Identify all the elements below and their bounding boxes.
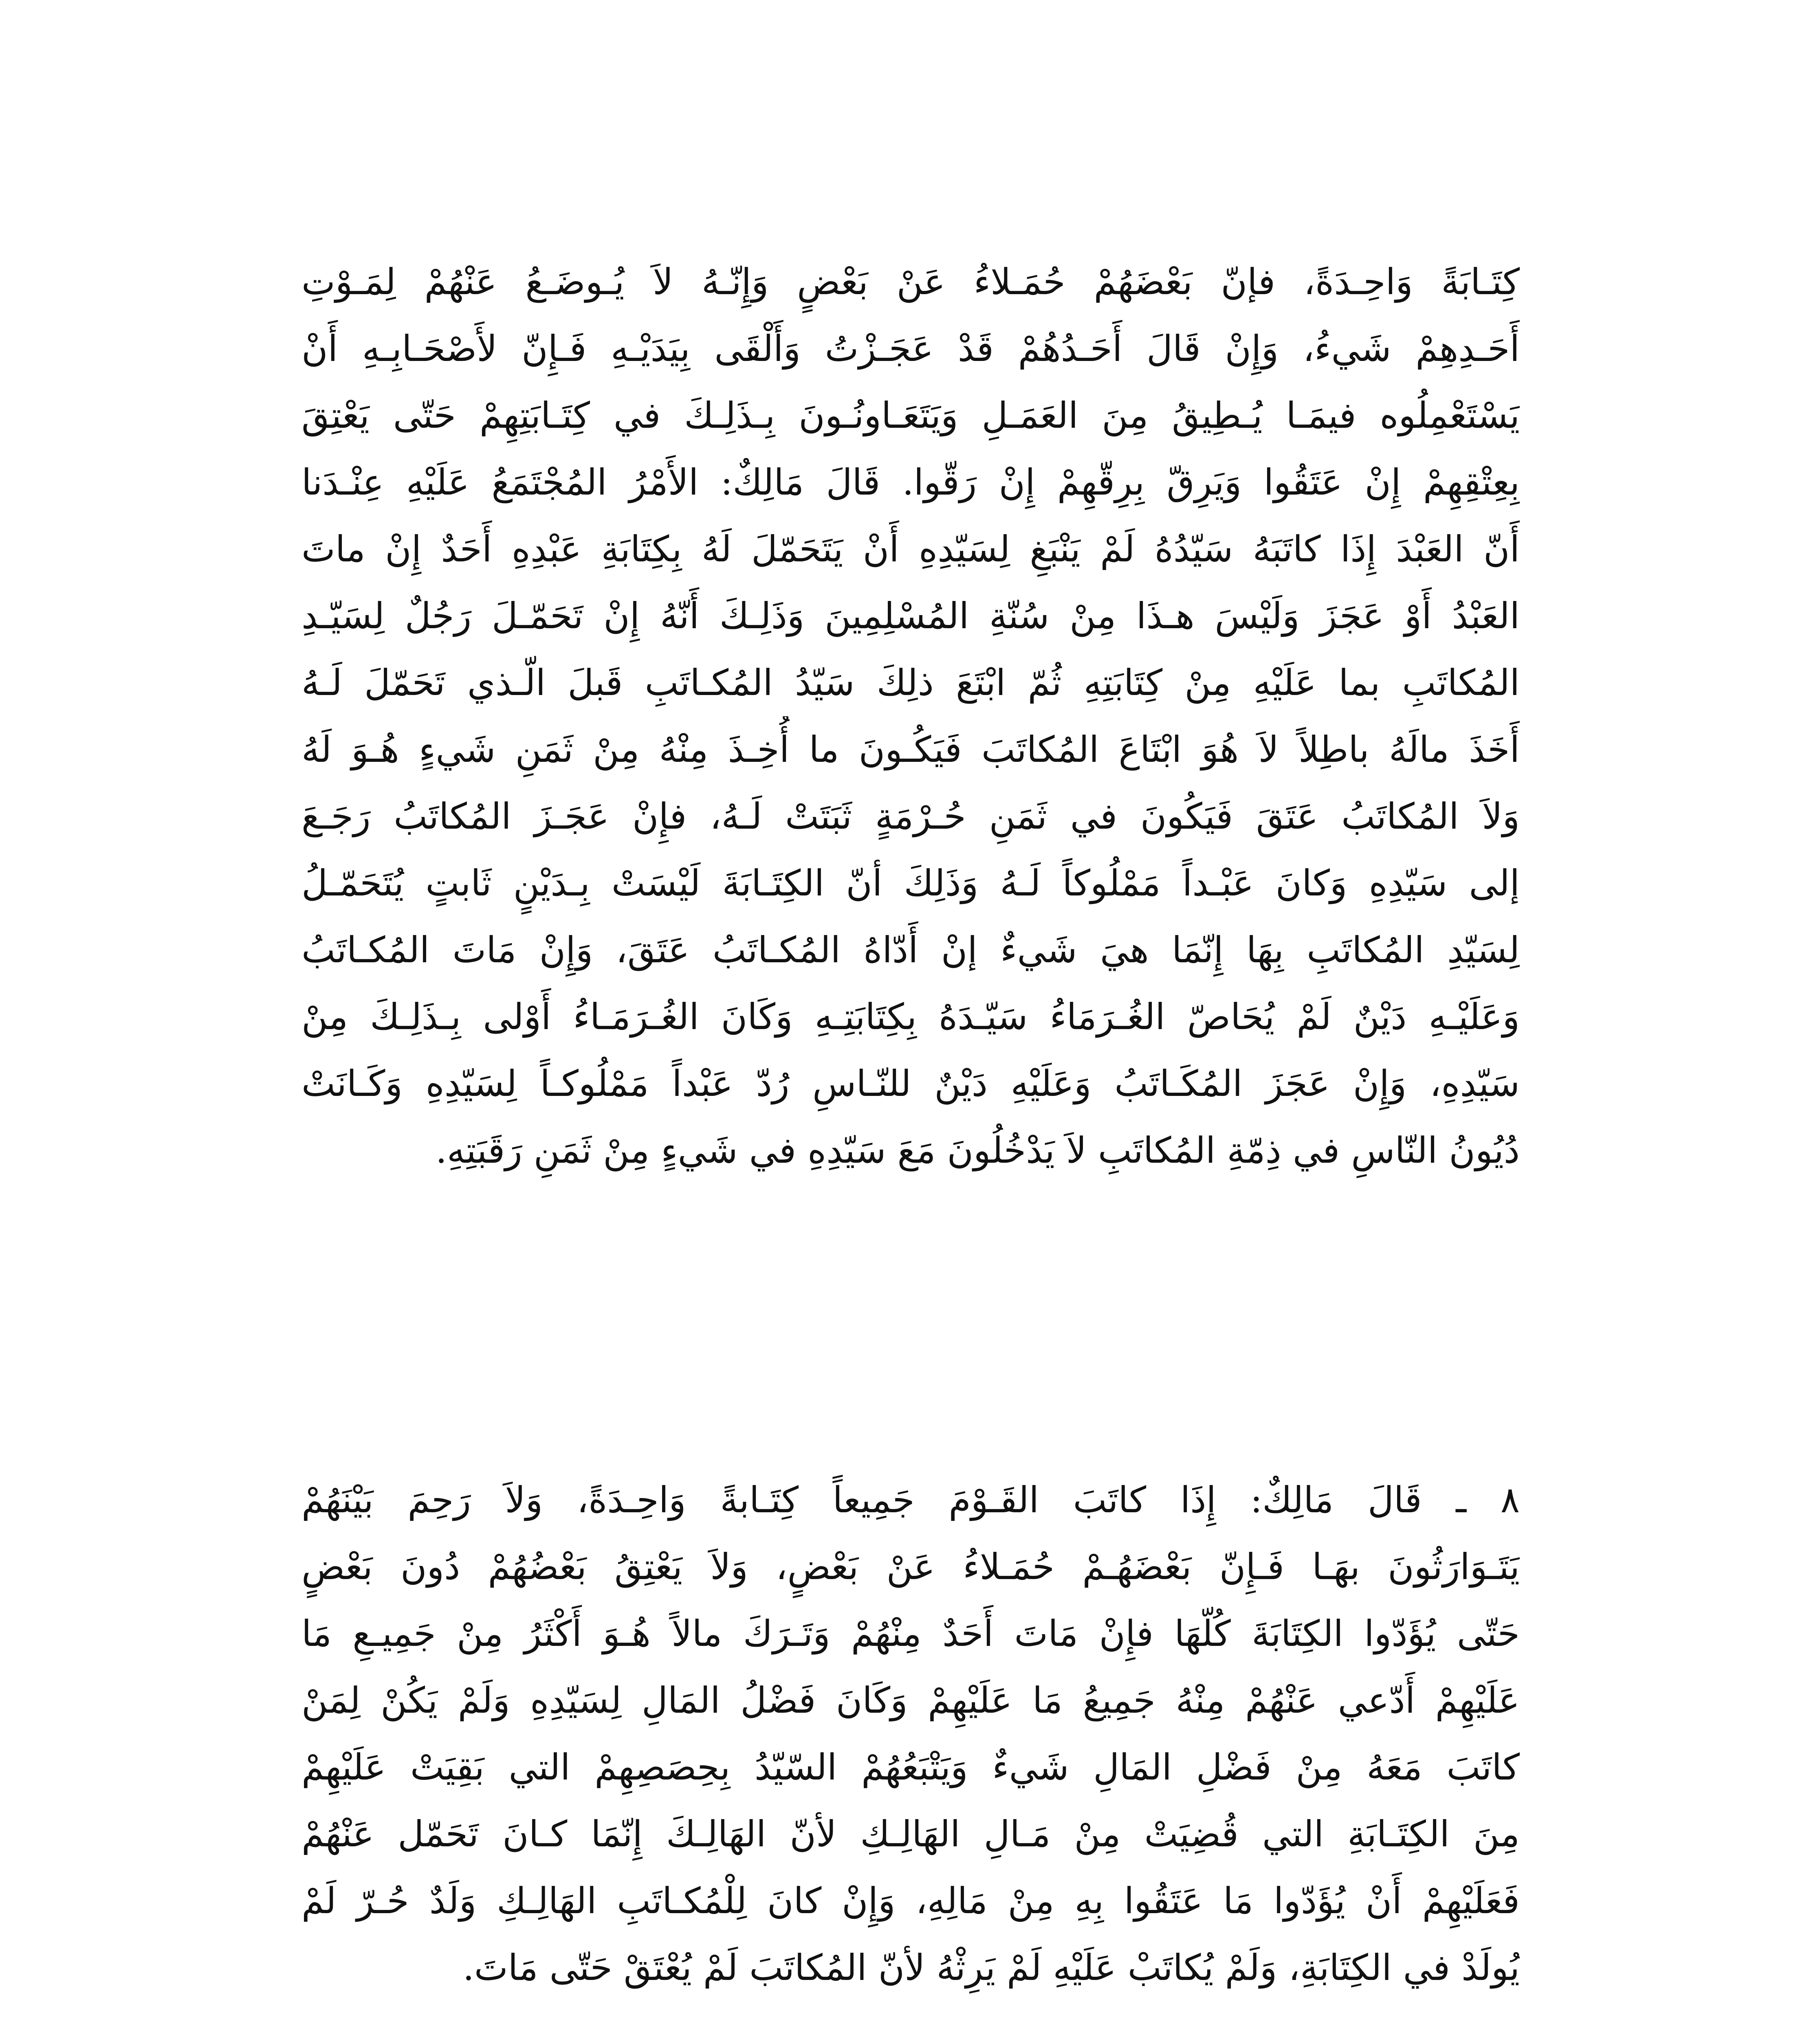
text-line: ٨ ـ قَالَ مَالِكٌ: إِذَا كاتَبَ القَـوْمَ جَمِيعاً كِتَـابةً وَاحِـدَةً، وَلاَ رَحِمَ بَيْنَهُمْ: [301, 1479, 1520, 1521]
text-line: يُولَدْ في الكِتَابَةِ، وَلَمْ يُكاتَبْ عَلَيْهِ لَمْ يَرِثْهُ لأنّ المُكاتَبَ لَمْ يُعْتَقْ حَتّى مَاتَ.: [462, 1947, 1520, 1989]
text-line: يَتَـوَارَثُونَ بهَـا فَـإِنّ بَعْضَهُـمْ حُمَـلاءُ عَنْ بَعْضٍ، وَلاَ يَعْتِقُ بَعْضُهُمْ دُونَ بَعْضٍ: [301, 1546, 1520, 1588]
text-line: حَتّى يُؤَدّوا الكِتَابَةَ كُلّهَا فإِنْ مَاتَ أَحَدٌ مِنْهُمْ وَتَـرَكَ مالاً هُـوَ أَكْثَرُ مِنْ جَمِيـعِ مَا: [301, 1612, 1520, 1654]
text-line: كاتَبَ مَعَهُ مِنْ فَضْلِ المَالِ شَيءٌ وَيَتْبَعُهُمْ السّيّدُ بِحِصَصِهِمْ التي بَقِيَتْ عَلَيْهِمْ: [301, 1746, 1520, 1788]
text-line: سَيّدِهِ، وَإِنْ عَجَزَ المُكَـاتَبُ وَعَلَيْهِ دَيْنٌ للنّـاسِ رُدّ عَبْداً مَمْلُوكـاً لِسَيّدِهِ وَكَـانَتْ: [301, 1062, 1520, 1104]
text-line: فَعَلَيْهِمْ أَنْ يُؤَدّوا مَا عَتَقُوا بِهِ مِنْ مَالِهِ، وَإِنْ كانَ لِلْمُكـاتَبِ الهَالِـكِ وَلَدٌ حُـرّ لَمْ: [301, 1880, 1520, 1922]
text-line: لِسَيّدِ المُكاتَبِ بِهَا إِنّمَا هيَ شَيءٌ إنْ أَدّاهُ المُكـاتَبُ عَتَقَ، وَإِنْ مَاتَ المُكـاتَبُ: [301, 929, 1520, 971]
text-line: وَعَلَيْـهِ دَيْنٌ لَمْ يُحَاصّ الغُـرَمَاءُ سَيّـدَهُ بِكِتَابَتِـهِ وَكَانَ الغُـرَمَـاءُ أَوْلى بِـذَلِـكَ مِنْ: [301, 996, 1520, 1038]
text-line: أَحَـدِهِمْ شَيءُ، وَإِنْ قَالَ أَحَـدُهُمْ قَدْ عَجَـزْتُ وَأَلْقَى بِيَدَيْـهِ فَـإِنّ لأَصْحَـابِـهِ أَنْ: [301, 328, 1520, 370]
paragraph-2: [301, 1467, 1520, 2001]
text-line: عَلَيْهِمْ أَدّعي عَنْهُمْ مِنْهُ جَمِيعُ مَا عَلَيْهِمْ وَكَانَ فَضْلُ المَالِ لِسَيّدِهِ وَلَمْ يَكُنْ لِمَنْ: [301, 1679, 1520, 1721]
text-line: يَسْتَعْمِلُوه فيمَـا يُـطِيقُ مِنَ العَمَـلِ وَيَتَعَـاونُـونَ بِـذَلِـكَ في كِتَـابَتِهِمْ حَتّى يَعْتِقَ: [301, 394, 1520, 436]
text-line: العَبْدُ أَوْ عَجَزَ وَلَيْسَ هـذَا مِنْ سُنّةِ المُسْلِمِينَ وَذَلِـكَ أَنّهُ إِنْ تَحَمّـلَ رَجُلٌ لِسَيّـدِ: [301, 595, 1520, 637]
paragraph-1: [301, 249, 1520, 1184]
text-line: أَخَذَ مالَهُ باطِلاً لاَ هُوَ ابْتَاعَ المُكاتَبَ فَيَكُـونَ ما أُخِـذَ مِنْهُ مِنْ ثَمَنِ شَيءٍ هُـوَ لَهُ: [301, 728, 1520, 770]
text-line: مِنَ الكِتَـابَةِ التي قُضِيَتْ مِنْ مَـالِ الهَالِـكِ لأنّ الهَالِـكَ إِنّمَا كـانَ تَحَمّل عَنْهُمْ: [301, 1813, 1520, 1855]
text-line: دُيُونُ النّاسِ في ذِمّةِ المُكاتَبِ لاَ يَدْخُلُونَ مَعَ سَيّدِهِ في شَيءٍ مِنْ ثَمَنِ رَقَبَتِهِ.: [435, 1129, 1520, 1171]
text-line: أَنّ العَبْدَ إِذَا كاتَبَهُ سَيّدُهُ لَمْ يَنْبَغِ لِسَيّدِهِ أَنْ يَتَحَمّلَ لَهُ بِكِتَابَةِ عَبْدِهِ أَحَدٌ إِنْ ماتَ: [301, 528, 1520, 570]
text-line: المُكاتَبِ بما عَلَيْهِ مِنْ كِتَابَتِهِ ثُمّ ابْتَعَ ذلِكَ سَيّدُ المُكـاتَبِ قَبلَ الّـذي تَحَمّلَ لَـهُ: [301, 662, 1520, 704]
text-line: كِتَـابَةً وَاحِـدَةً، فإنّ بَعْضَهُمْ حُمَـلاءُ عَنْ بَعْضٍ وَإِنّـهُ لاَ يُـوضَـعُ عَنْهُمْ لِمَـوْتِ: [301, 261, 1520, 303]
text-line: إلى سَيّدِهِ وَكانَ عَبْـداً مَمْلُوكاً لَـهُ وَذَلِكَ أنّ الكِتَـابَةَ لَيْسَتْ بِـدَيْنٍ ثَابتٍ يُتَحَمّـلُ: [301, 862, 1520, 904]
text-line: وَلاَ المُكاتَبُ عَتَقَ فَيَكُونَ في ثَمَنِ حُـرْمَةٍ ثَبَتَتْ لَـهُ، فإِنْ عَجَـزَ المُكاتَبُ رَجَـعَ: [301, 795, 1520, 837]
text-line: بِعِتْقِهِمْ إِنْ عَتَقُوا وَيَرِقّ بِرِقّهِمْ إِنْ رَقّوا. قَالَ مَالِكٌ: الأَمْرُ المُجْتَمَعُ عَلَيْهِ عِنْـدَنا: [301, 461, 1520, 503]
